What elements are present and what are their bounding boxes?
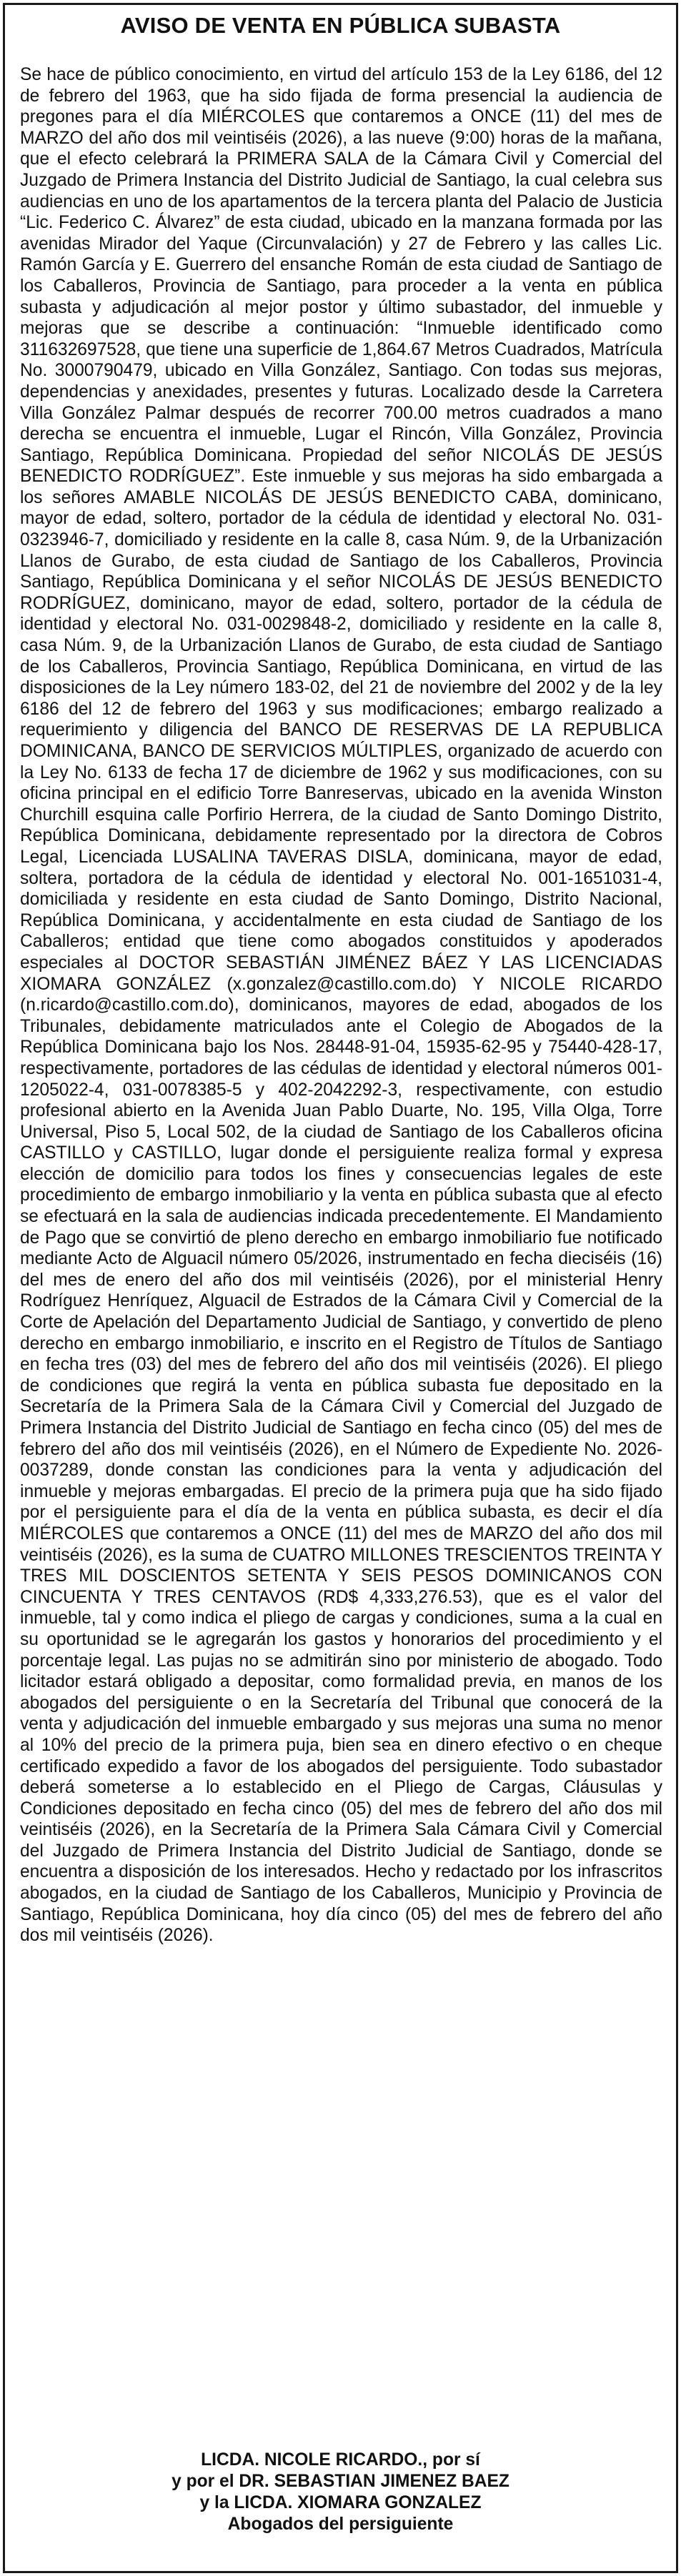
notice-body: Se hace de público conocimiento, en virtud del artículo 153 de la Ley 6186, del 12 de febrero del 1963, que ha sido fijada de forma presencial la audiencia de pregones para el día MIÉRCOLES que contaremos a ONCE (11) del mes de MARZO del año dos mil veintiséis (2026), a las nueve (9:00) horas de la mañana, que el efecto celebrará la PRIMERA SALA de la Cámara Civil y Comercial del Juzgado de Primera Instancia del Distrito Judicial de Santiago, la cual celebra sus audiencias en uno de los apartamentos de la tercera planta del Palacio de Justicia “Lic. Federico C. Álvarez” de esta ciudad, ubicado en la manzana formada por las avenidas Mirador del Yaque (Circunvalación) y 27 de Febrero y las calles Lic. Ramón García y E. Guerrero del ensanche Román de esta ciudad de Santiago de los Caballeros, Provincia de Santiago, para proceder a la venta en pública subasta y adjudicación al mejor postor y último subastador, del inmueble y mejoras que se describe a continuación: “Inmueble identificado como 311632697528, que tiene una superficie de 1,864.67 Metros Cuadrados, Matrícula No. 3000790479, ubicado en Villa González, Santiago. Con todas sus mejoras, dependencias y anexidades, presentes y futuras. Localizado desde la Carretera Villa González Palmar después de recorrer 700.00 metros cuadrados a mano derecha se encuentra el inmueble, Lugar el Rincón, Villa González, Provincia Santiago, República Dominicana. Propiedad del señor NICOLÁS DE JESÚS BENEDICTO RODRÍGUEZ”. Este inmueble y sus mejoras ha sido embargada a los señores AMABLE NICOLÁS DE JESÚS BENEDICTO CABA, dominicano, mayor de edad, soltero, portador de la cédula de identidad y electoral No. 031-0323946-7, domiciliado y residente en la calle 8, casa Núm. 9, de la Urbanización Llanos de Gurabo, de esta ciudad de Santiago de los Caballeros, Provincia Santiago, República Dominicana y el señor NICOLÁS DE JESÚS BENEDICTO RODRÍGUEZ, dominicano, mayor de edad, soltero, portador de la cédula de identidad y electoral No. 031-0029848-2, domiciliado y residente en la calle 8, casa Núm. 9, de la Urbanización Llanos de Gurabo, de esta ciudad de Santiago de los Caballeros, Provincia Santiago, República Dominicana, en virtud de las disposiciones de la Ley número 183-02, del 21 de noviembre del 2002 y de la ley 6186 del 12 de febrero del 1963 y sus modificaciones; embargo realizado a requerimiento y diligencia del BANCO DE RESERVAS DE LA REPUBLICA DOMINICANA, BANCO DE SERVICIOS MÚLTIPLES, organizado de acuerdo con la Ley No. 6133 de fecha 17 de diciembre de 1962 y sus modificaciones, con su oficina principal en el edificio Torre Banreservas, ubicado en la avenida Winston Churchill esquina calle Porfirio Herrera, de la ciudad de Santo Domingo Distrito, República Dominicana, debidamente representado por la directora de Cobros Legal, Licenciada LUSALINA TAVERAS DISLA, dominicana, mayor de edad, soltera, portadora de la cédula de identidad y electoral No. 001-1651031-4, domiciliada y residente en esta ciudad de Santo Domingo, Distrito Nacional, República Dominicana, y accidentalmente en esta ciudad de Santiago de los Caballeros; entidad que tiene como abogados constituidos y apoderados especiales al DOCTOR SEBASTIÁN JIMÉNEZ BÁEZ Y LAS LICENCIADAS XIOMARA GONZÁLEZ (x.gonzalez@castillo.com.do) Y NICOLE RICARDO (n.ricardo@castillo.com.do), dominicanos, mayores de edad, abogados de los Tribunales, debidamente matriculados ante el Colegio de Abogados de la República Dominicana bajo los Nos. 28448-91-04, 15935-62-95 y 75440-428-17, respectivamente, portadores de las cédulas de identidad y electoral números 001-1205022-4, 031-0078385-5 y 402-2042292-3, respectivamente, con estudio profesional abierto en la Avenida Juan Pablo Duarte, No. 195, Villa Olga, Torre Universal, Piso 5, Local 502, de la ciudad de Santiago de los Caballeros oficina CASTILLO y CASTILLO, lugar donde el persiguiente realiza formal y expresa elección de domicilio para todos los fines y consecuencias legales de este procedimiento de embargo inmobiliario y la venta en pública subasta que al efecto se efectuará en la sala de audiencias indicada precedentemente. El Mandamiento de Pago que se convirtió de pleno derecho en embargo inmobiliario fue notificado mediante Acto de Alguacil número 05/2026, instrumentado en fecha dieciséis (16) del mes de enero del año dos mil veintiséis (2026), por el ministerial Henry Rodríguez Henríquez, Alguacil de Estrados de la Cámara Civil y Comercial de la Corte de Apelación del Departamento Judicial de Santiago, y convertido de pleno derecho en embargo inmobiliario, e inscrito en el Registro de Títulos de Santiago en fecha tres (03) del mes de febrero del año dos mil veintiséis (2026). El pliego de condiciones que regirá la venta en pública subasta fue depositado en la Secretaría de la Primera Sala de la Cámara Civil y Comercial del Juzgado de Primera Instancia del Distrito Judicial de Santiago en fecha cinco (05) del mes de febrero del año dos mil veintiséis (2026), en el Número de Expediente No. 2026-0037289, donde constan las condiciones para la venta y adjudicación del inmueble y mejoras embargadas. El precio de la primera puja que ha sido fijado por el persiguiente para el día de la venta en pública subasta, es decir el día MIÉRCOLES que contaremos a ONCE (11) del mes de MARZO del año dos mil veintiséis (2026), es la suma de CUATRO MILLONES TRESCIENTOS TREINTA Y TRES MIL DOSCIENTOS SETENTA Y SEIS PESOS DOMINICANOS CON CINCUENTA Y TRES CENTAVOS (RD$ 4,333,276.53), que es el valor del inmueble, tal y como indica el pliego de cargas y condiciones, suma a la cual en su oportunidad se le agregarán los gastos y honorarios del procedimiento y el porcentaje legal. Las pujas no se admitirán sino por ministerio de abogado. Todo licitador estará obligado a depositar, como formalidad previa, en manos de los abogados del persiguiente o en la Secretaría del Tribunal que conocerá de la venta y adjudicación del inmueble embargado y sus mejoras una suma no menor al 10% del precio de la primera puja, bien sea en dinero efectivo o en cheque certificado expedido a favor de los abogados del persiguiente. Todo subastador deberá someterse a lo establecido en el Pliego de Cargas, Cláusulas y Condiciones depositado en fecha cinco (05) del mes de febrero del año dos mil veintiséis (2026), en la Secretaría de la Primera Sala Cámara Civil y Comercial del Juzgado de Primera Instancia del Distrito Judicial de Santiago, donde se encuentra a disposición de los interesados. Hecho y redactado por los infrascritos abogados, en la ciudad de Santiago de los Caballeros, Municipio y Provincia de Santiago, República Dominicana, hoy día cinco (05) del mes de febrero del año dos mil veintiséis (2026). bbox=[20, 65, 662, 1946]
signature-block bbox=[14, 2450, 667, 2535]
signature-line-2: y por el DR. SEBASTIAN JIMENEZ BAEZ bbox=[172, 2472, 509, 2491]
notice-title: AVISO DE VENTA EN PÚBLICA SUBASTA bbox=[120, 13, 561, 38]
signature-line-1: LICDA. NICOLE RICARDO., por sí bbox=[201, 2450, 480, 2470]
signature-line-4: Abogados del persiguiente bbox=[227, 2515, 454, 2534]
signature-line-3: y la LICDA. XIOMARA GONZALEZ bbox=[199, 2493, 482, 2512]
